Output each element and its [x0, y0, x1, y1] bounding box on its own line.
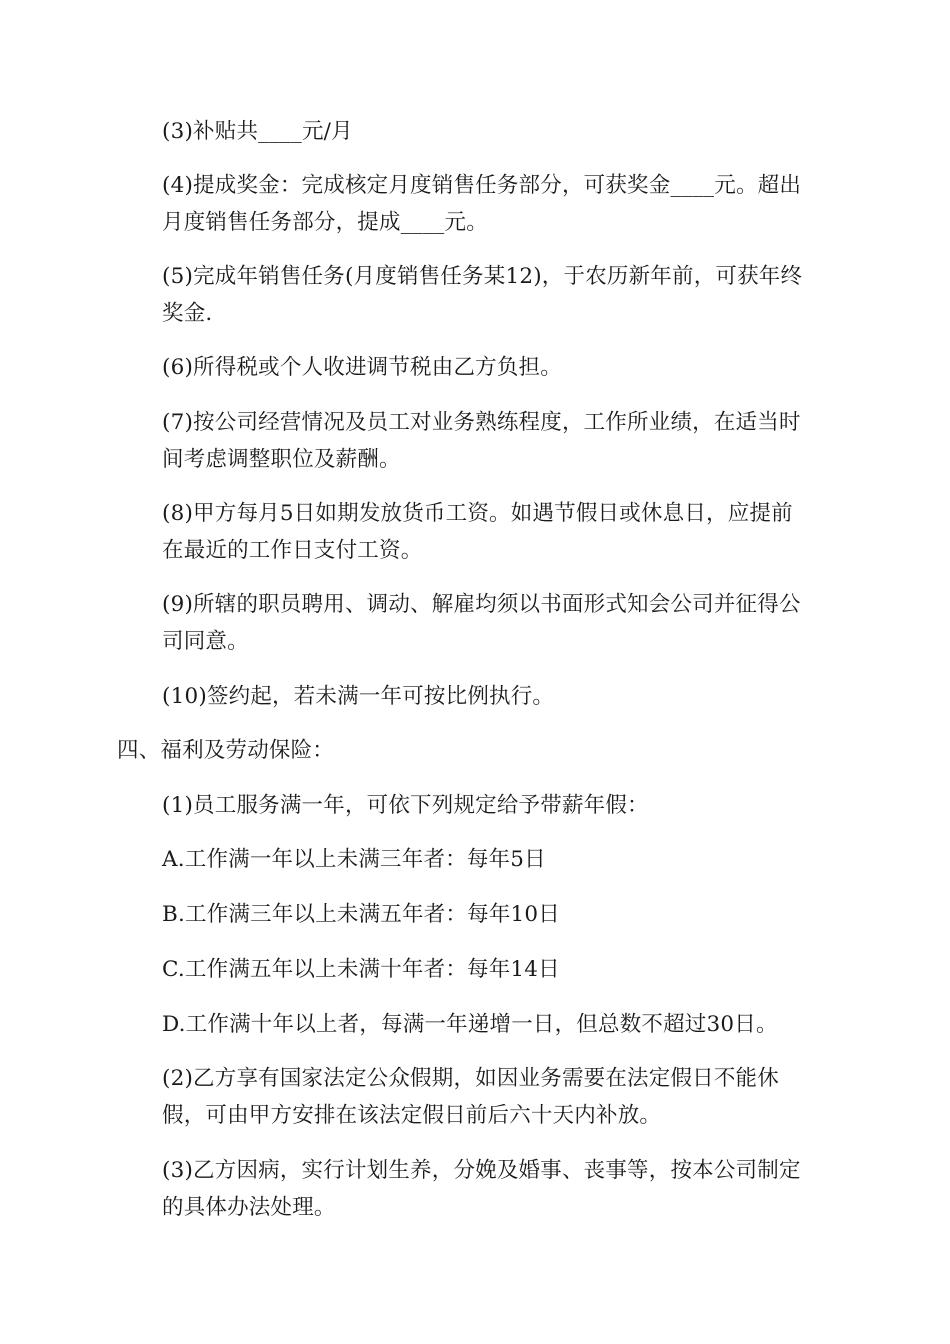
text-line: 间考虑调整职位及薪酬。: [162, 447, 401, 472]
text-line: 奖金.: [162, 301, 213, 326]
list-item-leave-a: [117, 841, 837, 878]
text-line: (7)按公司经营情况及员工对业务熟练程度，工作所业绩，在适当时: [162, 410, 801, 435]
section-heading-welfare: [117, 732, 837, 769]
text-line: B.工作满三年以上未满五年者：每年10日: [162, 902, 560, 927]
text-line: D.工作满十年以上者，每满一年递增一日，但总数不超过30日。: [162, 1012, 778, 1037]
paragraph-public-holidays: [117, 1060, 837, 1134]
text-line: 假，可由甲方安排在该法定假日前后六十天内补放。: [162, 1103, 662, 1128]
list-item-leave-d: [117, 1006, 837, 1043]
text-line: (2)乙方享有国家法定公众假期，如因业务需要在法定假日不能休: [162, 1066, 779, 1091]
paragraph-commission-bonus: [117, 167, 837, 241]
text-line: (6)所得税或个人收进调节税由乙方负担。: [162, 355, 562, 380]
text-line: 四、福利及劳动保险：: [117, 738, 335, 763]
text-line: 司同意。: [162, 629, 249, 654]
text-line: (1)员工服务满一年，可依下列规定给予带薪年假：: [162, 793, 649, 818]
paragraph-proportional-execution: [117, 678, 837, 715]
paragraph-position-adjustment: [117, 404, 837, 478]
paragraph-staff-hiring: [117, 586, 837, 660]
text-line: A.工作满一年以上未满三年者：每年5日: [162, 847, 546, 872]
paragraph-wage-payment: [117, 495, 837, 569]
text-line: (3)乙方因病，实行计划生养，分娩及婚事、丧事等，按本公司制定: [162, 1158, 801, 1183]
paragraph-income-tax: [117, 349, 837, 386]
text-line: (9)所辖的职员聘用、调动、解雇均须以书面形式知会公司并征得公: [162, 592, 801, 617]
text-line: 在最近的工作日支付工资。: [162, 538, 423, 563]
text-line: C.工作满五年以上未满十年者：每年14日: [162, 957, 560, 982]
text-line: (10)签约起，若未满一年可按比例执行。: [162, 684, 555, 709]
paragraph-annual-leave: [117, 787, 837, 824]
paragraph-sick-leave: [117, 1152, 837, 1226]
text-line: (3)补贴共____元/月: [162, 119, 353, 144]
text-line: 月度销售任务部分，提成____元。: [162, 210, 488, 235]
text-line: 的具体办法处理。: [162, 1195, 336, 1220]
text-line: (8)甲方每月5日如期发放货币工资。如遇节假日或休息日，应提前: [162, 501, 793, 526]
paragraph-subsidy: [117, 113, 837, 150]
text-line: (4)提成奖金：完成核定月度销售任务部分，可获奖金____元。超出: [162, 173, 802, 198]
list-item-leave-c: [117, 951, 837, 988]
text-line: (5)完成年销售任务(月度销售任务某12)，于农历新年前，可获年终: [162, 264, 803, 289]
paragraph-year-end-bonus: [117, 258, 837, 332]
list-item-leave-b: [117, 896, 837, 933]
